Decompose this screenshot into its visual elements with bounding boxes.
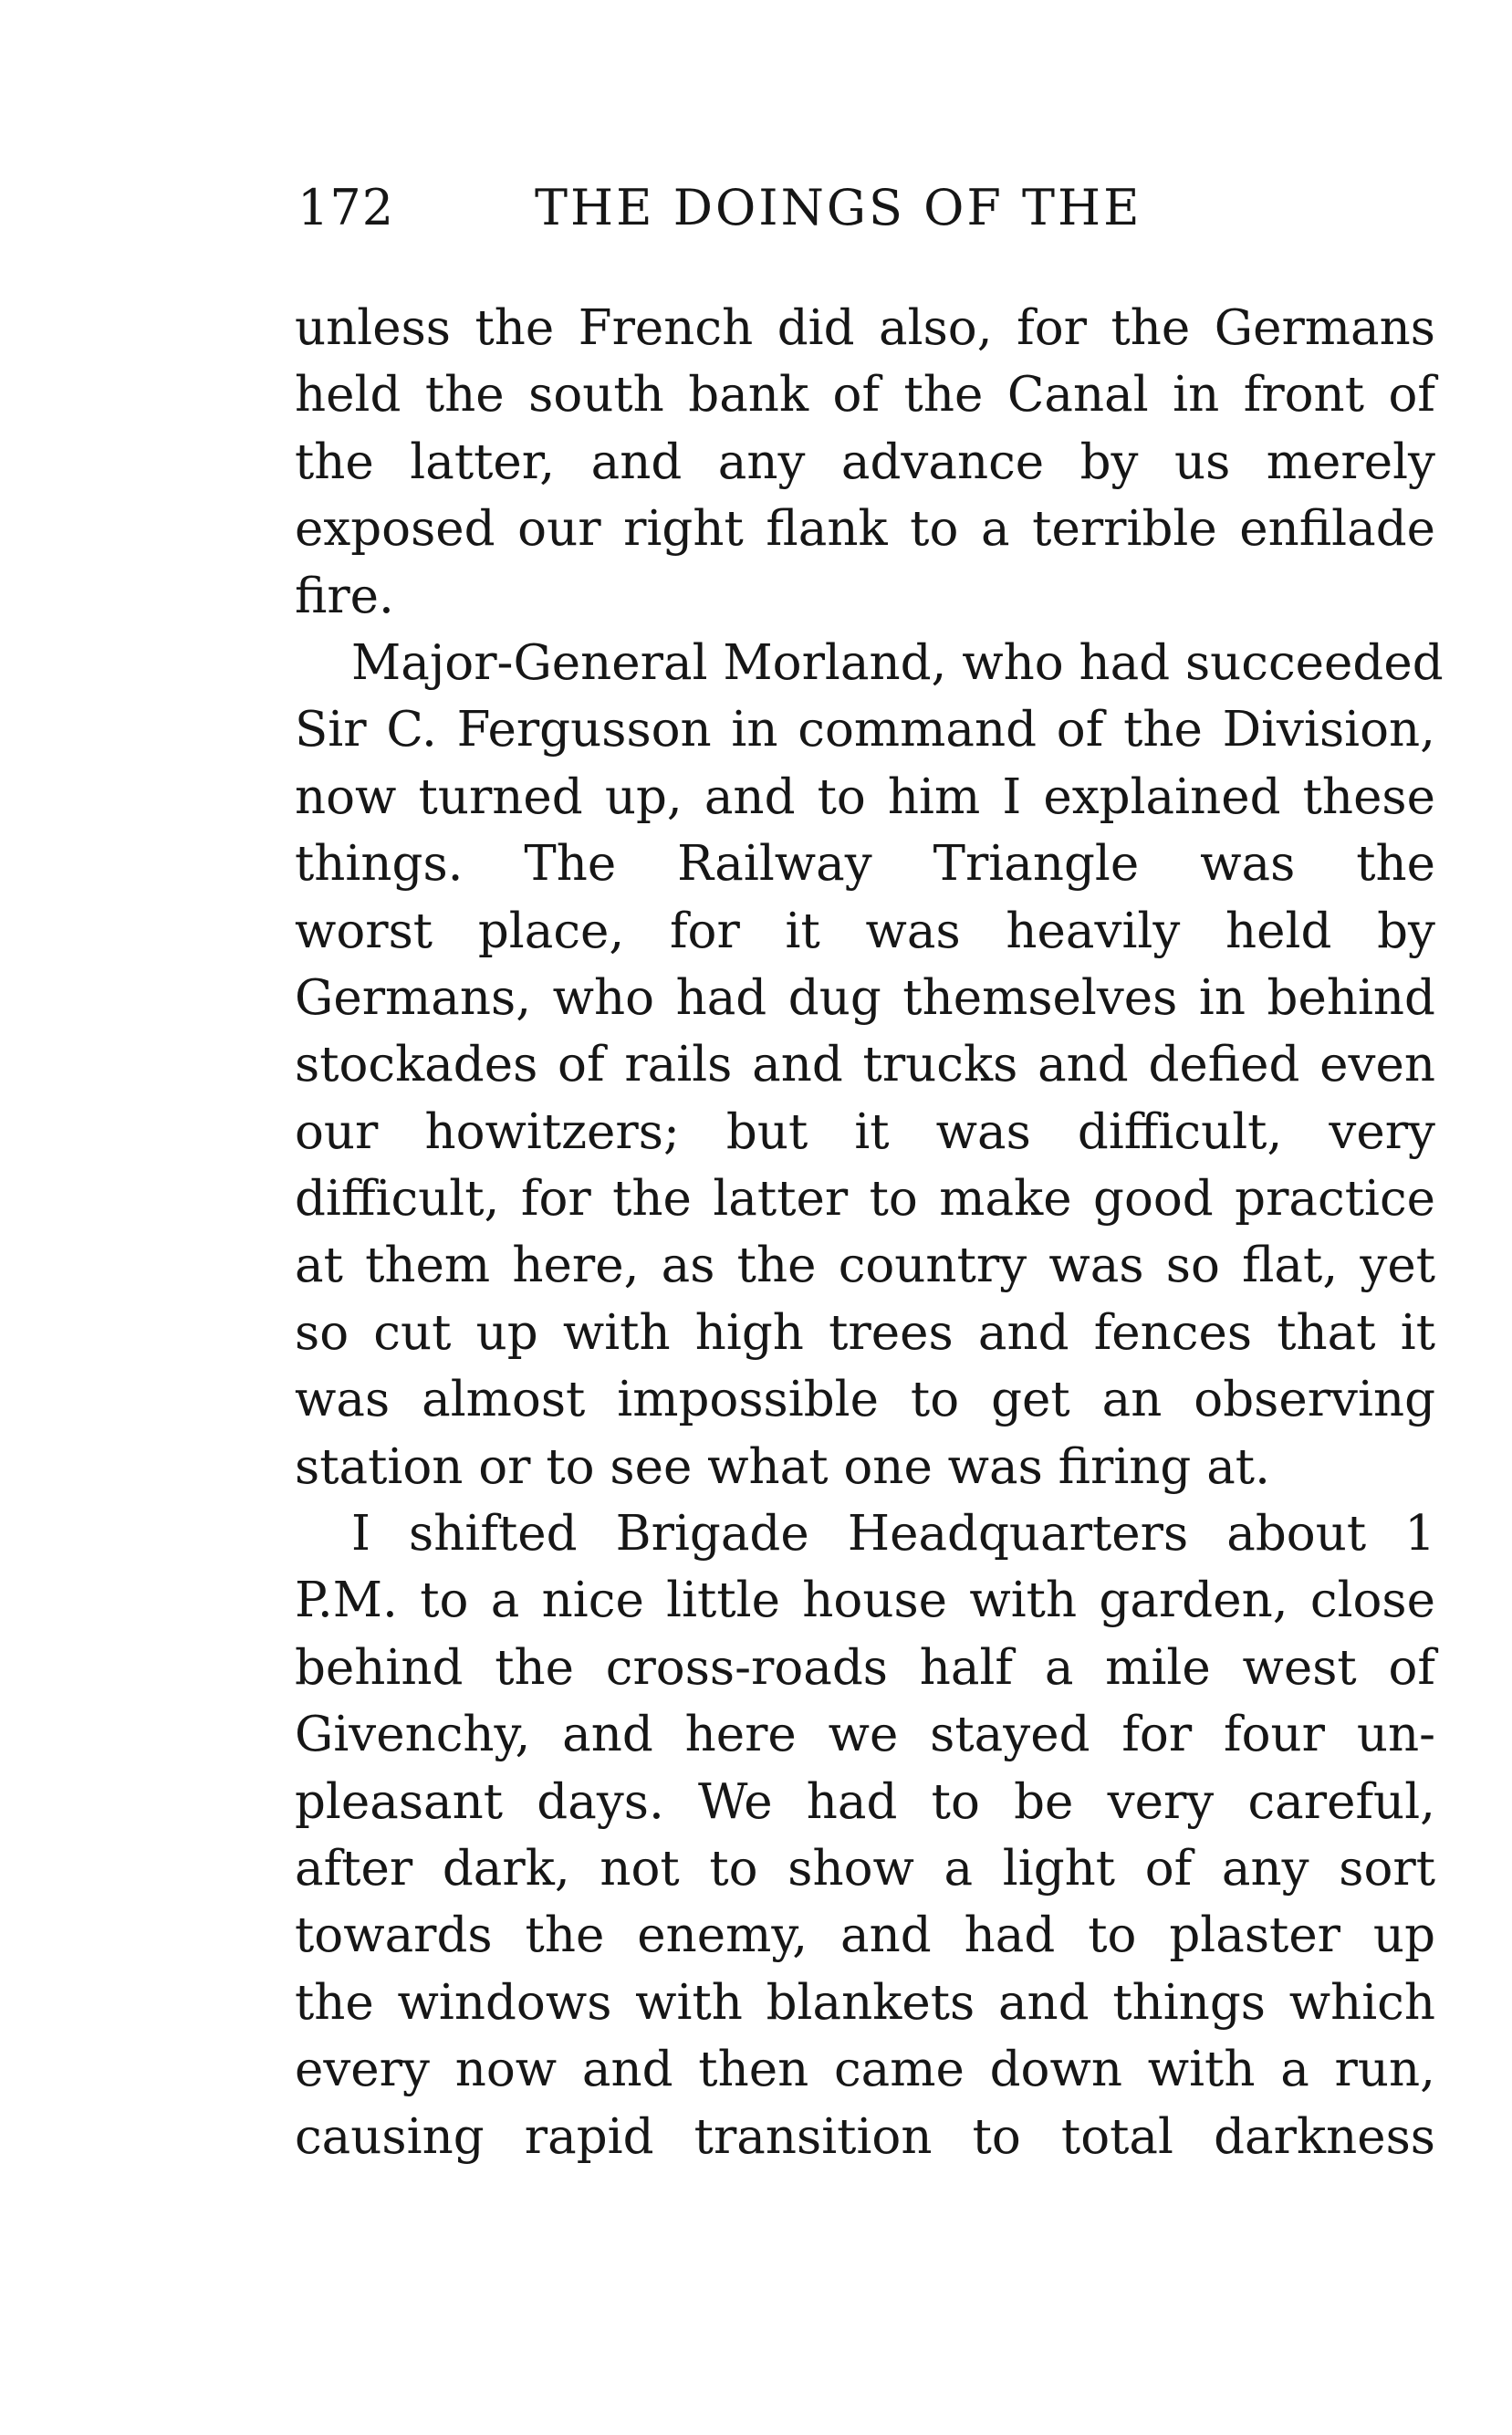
running-head: [297, 179, 1192, 252]
text-line: things. The Railway Triangle was the: [295, 836, 1435, 893]
text-line: I shifted Brigade Headquarters about 1: [351, 1506, 1435, 1562]
text-line: P.M. to a nice little house with garden, close: [295, 1573, 1435, 1629]
text-line: so cut up with high trees and fences that it: [295, 1304, 1435, 1361]
text-line: held the south bank of the Canal in front of: [295, 367, 1435, 423]
text-line: stockades of rails and trucks and defied even: [295, 1037, 1435, 1093]
text-line: every now and then came down with a run,: [295, 2042, 1435, 2098]
text-line: towards the enemy, and had to plaster up: [295, 1907, 1435, 1964]
text-line: our howitzers; but it was difficult, very: [295, 1103, 1435, 1160]
text-line: behind the cross-roads half a mile west of: [295, 1639, 1435, 1696]
text-line: Major-General Morland, who had succeeded: [351, 634, 1444, 691]
text-line: worst place, for it was heavily held by: [295, 903, 1435, 959]
text-line: pleasant days. We had to be very careful,: [295, 1773, 1435, 1830]
text-line: the latter, and any advance by us merely: [295, 434, 1435, 490]
text-line: exposed our right flank to a terrible enfilade: [295, 501, 1435, 558]
text-line: was almost impossible to get an observing: [295, 1372, 1435, 1428]
text-line: now turned up, and to him I explained these: [295, 768, 1435, 825]
text-line: unless the French did also, for the Germans: [295, 300, 1435, 356]
page-number: 172: [297, 179, 395, 236]
text-line: the windows with blankets and things which: [295, 1974, 1435, 2031]
text-line: at them here, as the country was so flat, yet: [295, 1238, 1435, 1294]
text-line: difficult, for the latter to make good practice: [295, 1171, 1435, 1228]
text-line: Givenchy, and here we stayed for four un-: [295, 1707, 1435, 1763]
text-line: Sir C. Fergusson in command of the Division,: [295, 702, 1435, 758]
text-line: causing rapid transition to total darkness: [295, 2108, 1435, 2165]
body-text: [295, 295, 1444, 2170]
text-line: Germans, who had dug themselves in behind: [295, 969, 1435, 1026]
text-line: fire.: [295, 568, 394, 624]
text-line: station or to see what one was firing at.: [295, 1438, 1270, 1495]
text-line: after dark, not to show a light of any sort: [295, 1840, 1435, 1897]
running-title: THE DOINGS OF THE: [535, 179, 1142, 236]
